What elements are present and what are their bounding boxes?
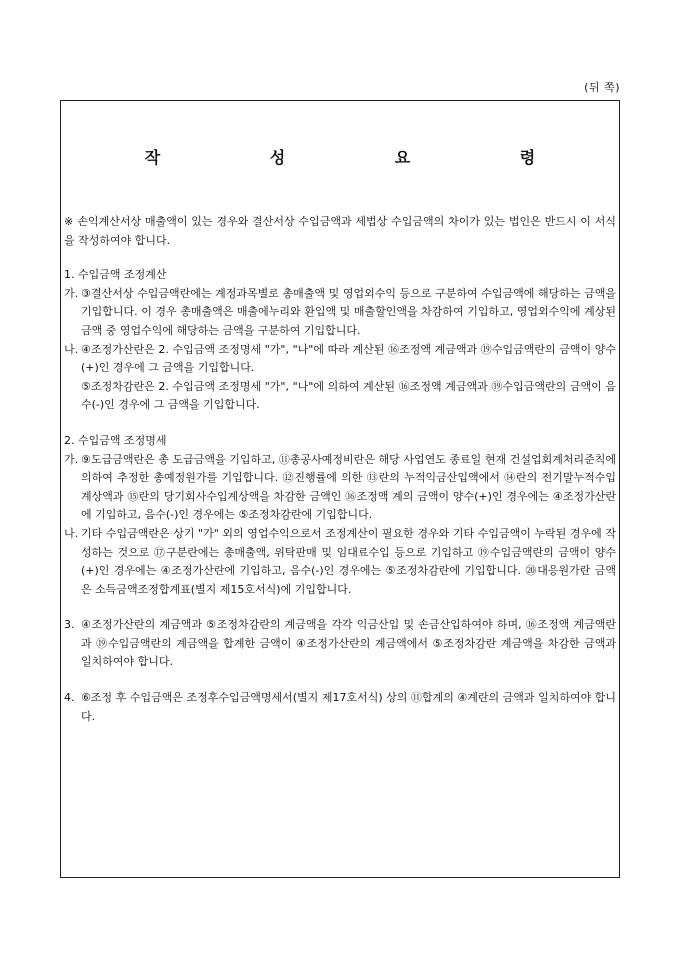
section2-ga-label: 가. <box>64 452 79 466</box>
section4 <box>64 689 616 726</box>
section2-na-label: 나. <box>64 526 79 540</box>
section3 <box>64 616 616 672</box>
section4-text: ⑥조정 후 수입금액은 조정후수입금액명세서(별지 제17호서식) 상의 ⑪합계의 ④계란의 금액과 일치하여야 합니다. <box>81 691 616 723</box>
section2-ga-text: ⑨도급금액란은 총 도급금액을 기입하고, ⑪총공사예정비란은 해당 사업연도 종료일 현재 건설업회계처리준칙에 의하여 추정한 총예정원가를 기입합니다. ⑫진행률에 의한 ⑬란의 누적익금산입액에서 ⑭란의 전기말누적수입계상액과 ⑮란의 당기회사수입계상액을 차감한 금액인 ⑯조정액 계의 금액이 양수(+)인 경우에는 ④조정가산란에 기입하고, 음수(-)인 경우에는 ⑤조정차감란에 기입합니다. <box>81 452 616 522</box>
section2-item-na <box>64 525 616 599</box>
section3-text: ④조정가산란의 계금액과 ⑤조정차감란의 계금액을 각각 익금산입 및 손금산입하여야 하며, ⑯조정액 계금액란과 ⑲수입금액란의 계금액을 합계한 금액이 ④조정가산란의 계금액에서 ⑤조정차감란 계금액을 차감한 금액과 일치하여야 합니다. <box>81 618 616 669</box>
intro-note: ※ 손익계산서상 매출액이 있는 경우와 결산서상 수입금액과 세법상 수입금액의 차이가 있는 법인은 반드시 이 서식을 작성하여야 합니다. <box>64 215 616 247</box>
section1-item-ga <box>64 285 616 341</box>
section1-heading: 1. 수입금액 조정계산 <box>64 268 167 282</box>
section1-ga-text: ③결산서상 수입금액란에는 계정과목별로 총매출액 및 영업외수익 등으로 구분하여 수입금액에 해당하는 금액을 기입합니다. 이 경우 총매출액은 매출에누리와 환입액 및 매출할인액을 차감하여 기입하고, 영업외수익에 계상된 금액 중 영업수익에 해당하는 금액을 구분하여 기입합니다. <box>81 286 616 337</box>
instructions-body <box>64 213 616 726</box>
page-title: 작 성 요 령 <box>144 148 588 167</box>
section1-na-label: 나. <box>64 342 79 356</box>
page-side-label: (뒤 쪽) <box>584 81 620 94</box>
section2-item-ga <box>64 451 616 525</box>
section2-heading: 2. 수입금액 조정명세 <box>64 433 167 447</box>
section3-label: 3. <box>64 618 75 632</box>
section1-item-na <box>64 341 616 378</box>
section4-label: 4. <box>64 691 75 705</box>
section1-na-text2: ⑤조정차감란은 2. 수입금액 조정명세 "가", "나"에 의하여 계산된 ⑯조정액 계금액과 ⑲수입금액란의 금액이 음수(-)인 경우에 그 금액을 기입합니다. <box>81 379 616 412</box>
section1-na-text: ④조정가산란은 2. 수입금액 조정명세 "가", "나"에 따라 계산된 ⑯조정액 계금액과 ⑲수입금액란의 금액이 양수(+)인 경우에 그 금액을 기입합니다. <box>81 342 616 375</box>
section2-na-text: 기타 수입금액란은 상기 "가" 외의 영업수익으로서 조정계산이 필요한 경우와 기타 수입금액이 누락된 경우에 작성하는 것으로 ⑰구분란에는 총매출액, 위탁판매 및 임대료수입 등으로 기입하고 ⑲수입금액란의 금액이 양수(+)인 경우에는 ④조정가산란에 기입하고, 음수(-)인 경우에는 ⑤조정차감란에 기입합니다. ⑳대응원가란 금액은 소득금액조정합계표(별지 제15호서식)에 기입합니다. <box>81 526 616 596</box>
section1-ga-label: 가. <box>64 286 79 300</box>
